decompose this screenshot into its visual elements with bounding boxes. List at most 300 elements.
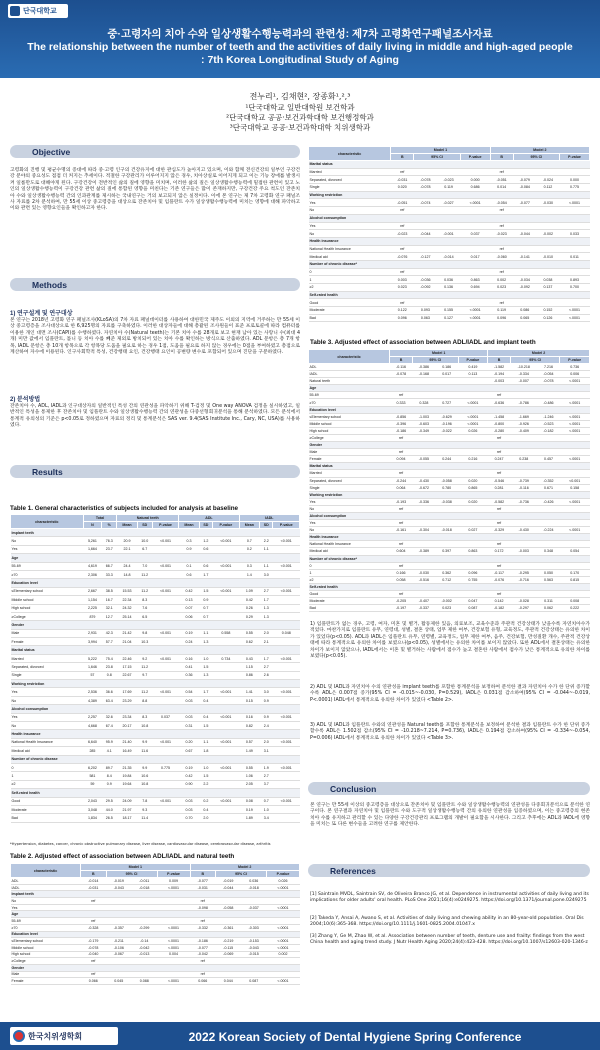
table-cell <box>213 721 239 729</box>
table-cell: 3,994 <box>83 638 101 646</box>
table-cell: -0.186 <box>190 938 215 945</box>
table-cell: 1,646 <box>83 663 101 671</box>
table-cell: 19.64 <box>117 780 137 788</box>
column-group-header: characteristic <box>309 350 390 364</box>
row-label: 55-69 <box>11 562 84 570</box>
table-cell: 0.027 <box>458 527 488 534</box>
table-cell: 10.8 <box>137 721 152 729</box>
table-cell: -10.218 <box>510 364 537 371</box>
table-cell: 16.49 <box>117 747 137 755</box>
table-cell: 7.6 <box>137 604 152 612</box>
table-cell: 1.2 <box>199 537 212 545</box>
table-row <box>11 545 300 553</box>
table-cell <box>537 392 560 399</box>
table-cell <box>560 562 590 569</box>
table-cell: 9.7 <box>137 671 152 679</box>
table-cell <box>152 780 178 788</box>
table-cell: <0.001 <box>152 587 178 595</box>
table-cell <box>537 449 560 456</box>
table-cell <box>213 805 239 813</box>
column-header: SD <box>199 522 212 529</box>
table-cell: 20.17 <box>117 721 137 729</box>
table-cell: -0.636 <box>488 399 511 406</box>
table-cell <box>560 541 590 548</box>
table-cell <box>152 604 178 612</box>
table-cell: 3,048 <box>83 805 101 813</box>
table-cell <box>412 562 435 569</box>
table-cell: 0.16 <box>239 713 259 721</box>
table-cell: 2,667 <box>83 587 101 595</box>
table-cell: -0.007 <box>510 378 537 385</box>
table-cell: 5,261 <box>83 537 101 545</box>
table-cell: 1.15 <box>239 663 259 671</box>
table-cell: -0.357 <box>106 924 131 931</box>
table-cell: <.0001 <box>560 307 590 315</box>
column-header: B <box>190 871 215 878</box>
column-header: P-value <box>266 871 299 878</box>
table-cell: 0.003 <box>391 276 414 284</box>
table-cell: 0.050 <box>537 569 560 576</box>
table-cell <box>412 392 435 399</box>
table-cell: 0.82 <box>239 721 259 729</box>
table-cell <box>106 958 131 965</box>
table-cell <box>513 222 536 230</box>
table-cell: <0.001 <box>152 738 178 746</box>
column-header: B <box>390 357 413 364</box>
table-cell: 10.6 <box>137 772 152 780</box>
table-cell: 0.54 <box>179 688 199 696</box>
table-cell: <0.001 <box>152 688 178 696</box>
table-cell: 0.008 <box>560 598 590 605</box>
table-cell: ref <box>390 520 413 527</box>
table-cell: 0.775 <box>560 184 590 192</box>
table-cell <box>273 814 300 822</box>
table-row <box>309 214 590 222</box>
table-cell <box>560 392 590 399</box>
table-cell: <0.001 <box>152 562 178 570</box>
table-row <box>309 534 590 541</box>
table-row <box>309 548 590 555</box>
table-cell: 0.044 <box>215 978 240 985</box>
row-label: ≥70 <box>11 924 81 931</box>
table-cell: 16.7 <box>102 596 117 604</box>
table-cell: 21.04 <box>117 638 137 646</box>
row-category-label: Self-rated health <box>309 583 590 590</box>
row-label: Moderate <box>11 805 84 813</box>
table-row <box>309 260 590 268</box>
table-cell: <.0001 <box>157 938 190 945</box>
row-category-label: Alcohol consumption <box>11 705 300 713</box>
table-cell: ref <box>490 168 513 176</box>
table-header-row <box>11 864 300 871</box>
table-cell: 0.57 <box>239 738 259 746</box>
society-emblem-icon <box>13 1030 25 1042</box>
table-cell <box>152 814 178 822</box>
table-cell: 0.009 <box>157 878 190 885</box>
table-row <box>309 276 590 284</box>
table-cell: <.0001 <box>266 938 299 945</box>
table-cell: ref <box>390 470 413 477</box>
table-cell <box>437 207 460 215</box>
table-row <box>309 442 590 449</box>
table-cell <box>132 904 157 911</box>
table-cell: 0.3 <box>179 537 199 545</box>
table-cell: 0.558 <box>213 629 239 637</box>
table-cell: -0.092 <box>513 284 536 292</box>
table-cell: -0.092 <box>414 284 437 292</box>
table-cell: 21.97 <box>117 805 137 813</box>
row-category-label: Marital status <box>309 463 590 470</box>
table-cell <box>266 918 299 925</box>
table-cell: <.0001 <box>560 314 590 322</box>
table-cell: ref <box>390 449 413 456</box>
table-cell: ref <box>390 434 413 441</box>
affiliation-2: ²단국대학교 공공·보건과학대학 보건행정학과 <box>226 113 374 122</box>
table-row <box>11 621 300 629</box>
table-cell: -1.582 <box>488 364 511 371</box>
table-row <box>309 299 590 307</box>
table-cell: 0.03 <box>179 713 199 721</box>
table-cell: 6,202 <box>83 763 101 771</box>
table-cell: <0.001 <box>213 797 239 805</box>
table-cell: 57.7 <box>102 638 117 646</box>
table-cell: -0.078 <box>537 378 560 385</box>
table-cell: 1.1 <box>199 629 212 637</box>
table-cell <box>213 772 239 780</box>
table-row <box>309 605 590 612</box>
table-cell: 0.780 <box>435 484 458 491</box>
column-group-header: Model 1 <box>391 147 490 154</box>
row-category-label: Working restriction <box>309 191 590 199</box>
table-cell <box>152 721 178 729</box>
table-cell: <0.001 <box>213 537 239 545</box>
table-row <box>309 456 590 463</box>
table-cell: -0.295 <box>510 569 537 576</box>
table-cell: 38.5 <box>102 587 117 595</box>
conclusion-header: Conclusion <box>308 782 590 795</box>
table-cell: 26.5 <box>102 814 117 822</box>
table-cell: 22.34 <box>117 596 137 604</box>
table-cell: 10.0 <box>137 537 152 545</box>
table-cell: -0.084 <box>513 184 536 192</box>
table-row <box>309 207 590 215</box>
results-text-1: 1) 임플란트가 없는 경우, 고령, 여자, 미혼 및 별거, 활동제한 있음, 의료보조, 교육수준과 주관적 건강상태가 낮을수록 자연치아수가 적었다. 마찬가지로 임플란트 유무, 연령대, 성별, 결혼 상태, 업무 제한 여부, 건강보험 유형, 교육정도, 주관적 건강상태는 유의한 차이가 있었다(p<0.05). ADL과 IADL은 임플란트 유무, 연령별, 교육정도, 업무 제한 여부, 음주, 건강보험, 만성질환 개수, 주관적 건강상태에 따라 통계적으로 유의한 차이를 보였으나(p<0.05), 성별에서는 유의한 차이를 보이지 않았다. 또한 ADL에서 결혼상태는 유의한 차이가 보이지 않았으나, IADL에서는 이혼 및 별거하는 사람에서 점수가 높고 결혼한 사람에서 점수가 낮은 통계적으로 유의한 차이를 보였다(p<0.05). <box>310 622 590 660</box>
table-cell: 0.062 <box>537 605 560 612</box>
table-cell: 0.2 <box>199 797 212 805</box>
table-cell <box>537 541 560 548</box>
table-cell: <0.001 <box>213 587 239 595</box>
table-cell: 3.7 <box>260 780 273 788</box>
table-cell: ref <box>488 562 511 569</box>
table-cell: 9.8 <box>137 629 152 637</box>
row-label: Female <box>11 638 84 646</box>
column-header: SD <box>137 522 152 529</box>
table-cell <box>458 378 488 385</box>
table-cell: 0.42 <box>179 772 199 780</box>
table-cell: 0.03 <box>179 797 199 805</box>
table-cell: ref <box>490 207 513 215</box>
table-cell: 0.037 <box>460 230 490 238</box>
table-cell <box>152 663 178 671</box>
table-cell: -0.055 <box>412 456 435 463</box>
table-cell <box>560 470 590 477</box>
row-category-label: Working restriction <box>309 491 590 498</box>
table-cell: 0.247 <box>488 456 511 463</box>
row-label: Yes <box>11 545 84 553</box>
table-cell: 0.9 <box>102 780 117 788</box>
table-cell <box>273 805 300 813</box>
table-cell <box>510 392 537 399</box>
table-cell <box>241 958 266 965</box>
table-cell: 0.006 <box>560 371 590 378</box>
table-cell: 0.86 <box>239 671 259 679</box>
table-row <box>309 307 590 315</box>
table-cell: ref <box>488 434 511 441</box>
row-label: 0 <box>309 562 390 569</box>
table-cell: 8.4 <box>102 772 117 780</box>
table-cell: -0.011 <box>132 878 157 885</box>
table-cell: <0.001 <box>273 587 300 595</box>
results-text-3: 3) ADL 및 IADL과 임플란트 수와의 연관성을 Natural teeth를 포함한 통계분석을 보정하여 분석한 결과 임플란트 수가 한 단위 증가할수록 ADL은 1.502점 감소(95% CI = -10.218~7.214, P=0.736), IADL은 0.194점 감소하여(95% CI = -0.334~-0.054, P=0.006) IADL에서 통계적으로 유의한 차이가 있었다 <Table 3>. <box>310 723 590 741</box>
table-cell: 0.4 <box>199 696 212 704</box>
column-header: P-value <box>560 154 590 161</box>
row-label: Yes <box>11 688 84 696</box>
table-cell: <0.001 <box>273 797 300 805</box>
table-cell: 0.7 <box>199 612 212 620</box>
row-label: ≥2 <box>309 284 391 292</box>
table-row <box>309 470 590 477</box>
table-row <box>309 434 590 441</box>
table-cell: 19.84 <box>117 772 137 780</box>
row-category-label: Health insurance <box>309 237 590 245</box>
table-cell: 89.7 <box>102 763 117 771</box>
table-cell <box>435 562 458 569</box>
table-cell <box>510 591 537 598</box>
table-cell: -0.116 <box>390 364 413 371</box>
row-label: ≥70 <box>309 399 390 406</box>
table-cell: 11.4 <box>137 814 152 822</box>
table-cell: -0.168 <box>412 371 435 378</box>
table-cell: -0.019 <box>106 878 131 885</box>
table-cell: -0.077 <box>513 199 536 207</box>
table-cell: 67.4 <box>102 721 117 729</box>
table-cell: 2.7 <box>260 587 273 595</box>
table-row <box>309 199 590 207</box>
table-row <box>11 789 300 797</box>
table-cell: -0.182 <box>537 427 560 434</box>
row-label: 0 <box>11 763 84 771</box>
table-cell: 0.311 <box>537 598 560 605</box>
table-cell: 8.3 <box>137 596 152 604</box>
table-cell: <0.001 <box>152 537 178 545</box>
table-row <box>309 168 590 176</box>
table-cell <box>537 591 560 598</box>
table1-caption: Table 1. General characteristics of subjects included for analysis at baseline <box>10 505 239 512</box>
table2 <box>10 863 300 985</box>
table-cell: 7.8 <box>137 797 152 805</box>
table-cell: <.0001 <box>460 314 490 322</box>
table-cell: 0.19 <box>179 763 199 771</box>
row-label: 1 <box>11 772 84 780</box>
row-category-label: Education level <box>11 931 300 938</box>
table-cell: 1.7 <box>260 654 273 662</box>
table-cell: -0.337 <box>412 605 435 612</box>
table-row <box>11 772 300 780</box>
table-cell: -0.739 <box>510 477 537 484</box>
table-cell: -0.077 <box>190 944 215 951</box>
table-cell: 0.023 <box>391 284 414 292</box>
table-cell: ref <box>81 898 106 905</box>
table-cell <box>213 696 239 704</box>
table-row <box>11 738 300 746</box>
table-cell: <.0001 <box>560 378 590 385</box>
table-row <box>11 780 300 788</box>
table-cell: -0.386 <box>412 364 435 371</box>
column-header: 95% CI <box>215 871 266 878</box>
table-cell <box>435 520 458 527</box>
column-group-header: IADL <box>239 515 299 522</box>
table-cell: 24.32 <box>117 604 137 612</box>
table-cell <box>213 638 239 646</box>
table-cell <box>273 545 300 553</box>
table-cell: ref <box>391 222 414 230</box>
column-header: B <box>488 357 511 364</box>
table-cell: -0.14 <box>132 938 157 945</box>
table-cell <box>152 696 178 704</box>
table-row <box>11 705 300 713</box>
table-cell <box>510 520 537 527</box>
table-cell <box>536 299 559 307</box>
table-cell: 1.41 <box>239 688 259 696</box>
column-header: N <box>83 522 101 529</box>
table-cell: -0.014 <box>81 878 106 885</box>
table-cell: 0.8 <box>102 671 117 679</box>
table-row <box>11 680 300 688</box>
table-cell: 0.172 <box>488 548 511 555</box>
table-cell <box>560 268 590 276</box>
table-cell: -0.299 <box>132 924 157 931</box>
table-cell: 1.06 <box>239 772 259 780</box>
table-cell: 4,389 <box>83 696 101 704</box>
table-cell: 0.137 <box>536 284 559 292</box>
table-cell: 0.011 <box>560 253 590 261</box>
table-cell: 0.736 <box>560 364 590 371</box>
table-cell <box>213 545 239 553</box>
reference-3: [3] Zhang Y, Ge M, Zhao W, et al. Association between number of teeth, denture use and frailty: findings from the west China health and aging trend study. J Nutr Health Aging 2020;24(4):423-428. https://doi.org/10.1007/s12603-020-1346-z <box>310 934 588 945</box>
table-cell: -0.044 <box>215 884 240 891</box>
table-cell: 0.048 <box>273 629 300 637</box>
table-cell: -0.018 <box>241 884 266 891</box>
table-cell: 0.126 <box>536 314 559 322</box>
table-cell: <.0001 <box>458 399 488 406</box>
table-cell <box>437 222 460 230</box>
table-cell: 0.244 <box>435 456 458 463</box>
table-cell: 0.563 <box>537 576 560 583</box>
table-row <box>309 512 590 519</box>
table-cell: 2,225 <box>83 604 101 612</box>
table-cell: 1.3 <box>260 612 273 620</box>
table-cell: -0.042 <box>190 951 215 958</box>
row-label: Single <box>309 184 391 192</box>
table-cell: -0.058 <box>215 904 240 911</box>
table-cell: 0.41 <box>179 663 199 671</box>
table-cell <box>560 591 590 598</box>
table-cell: 0.712 <box>435 576 458 583</box>
table-cell <box>437 168 460 176</box>
title-english-2: : 7th Korea Longitudinal Study of Aging <box>201 54 399 66</box>
table-cell: <.0001 <box>266 978 299 985</box>
table-row <box>309 555 590 562</box>
table-cell <box>157 958 190 965</box>
table-cell: 20.9 <box>117 537 137 545</box>
row-label: High school <box>309 427 390 434</box>
table-cell: 1.7 <box>260 596 273 604</box>
table-row <box>309 184 590 192</box>
table-cell: -0.031 <box>391 176 414 184</box>
table-cell: 9.3 <box>137 805 152 813</box>
table-cell: 0.397 <box>435 548 458 555</box>
table-cell: ref <box>488 520 511 527</box>
table-cell <box>273 596 300 604</box>
table3-caption: Table 3. Adjusted effect of association between ADL/IADL and implant teeth <box>310 339 536 346</box>
table-cell: -0.051 <box>490 176 513 184</box>
table-row <box>11 884 300 891</box>
table-cell: -0.076 <box>391 253 414 261</box>
table-cell <box>460 245 490 253</box>
table-cell: ref <box>81 958 106 965</box>
table-cell: 6,640 <box>83 738 101 746</box>
table-cell: <.0001 <box>560 420 590 427</box>
table-cell <box>560 299 590 307</box>
table-cell: 11.2 <box>137 570 152 578</box>
row-category-label: Self-rated health <box>11 789 300 797</box>
table-cell: 75.4 <box>102 654 117 662</box>
table-cell: <.0001 <box>458 413 488 420</box>
table-cell: 0.19 <box>179 629 199 637</box>
table-cell: -0.022 <box>435 427 458 434</box>
table-cell: 1.49 <box>239 747 259 755</box>
table-cell: 24.4 <box>117 562 137 570</box>
society-logo <box>10 1027 118 1045</box>
table-cell: -0.179 <box>81 938 106 945</box>
table-cell <box>412 541 435 548</box>
table-cell: 0.136 <box>437 284 460 292</box>
table-cell: -0.002 <box>536 230 559 238</box>
column-header: P-value <box>460 154 490 161</box>
table-cell <box>241 971 266 978</box>
row-label: ≥College <box>11 612 84 620</box>
table-cell: 0.775 <box>152 763 178 771</box>
table-cell: ref <box>390 505 413 512</box>
table-cell <box>157 971 190 978</box>
table-row <box>309 477 590 484</box>
table-row <box>309 406 590 413</box>
table-cell: 0.036 <box>437 276 460 284</box>
table-cell: 0.222 <box>560 605 590 612</box>
table-cell: 23.29 <box>117 696 137 704</box>
table-cell: -0.486 <box>537 399 560 406</box>
table-cell: -0.182 <box>488 605 511 612</box>
table-cell: 0.088 <box>132 978 157 985</box>
table-cell: 36.6 <box>102 688 117 696</box>
table-cell: 0.20 <box>179 738 199 746</box>
table-row <box>309 449 590 456</box>
row-label: No <box>11 537 84 545</box>
row-label: Separated, divorced <box>11 663 84 671</box>
table-cell: -0.127 <box>414 253 437 261</box>
row-label: No <box>309 230 391 238</box>
table-cell: 12.7 <box>102 612 117 620</box>
